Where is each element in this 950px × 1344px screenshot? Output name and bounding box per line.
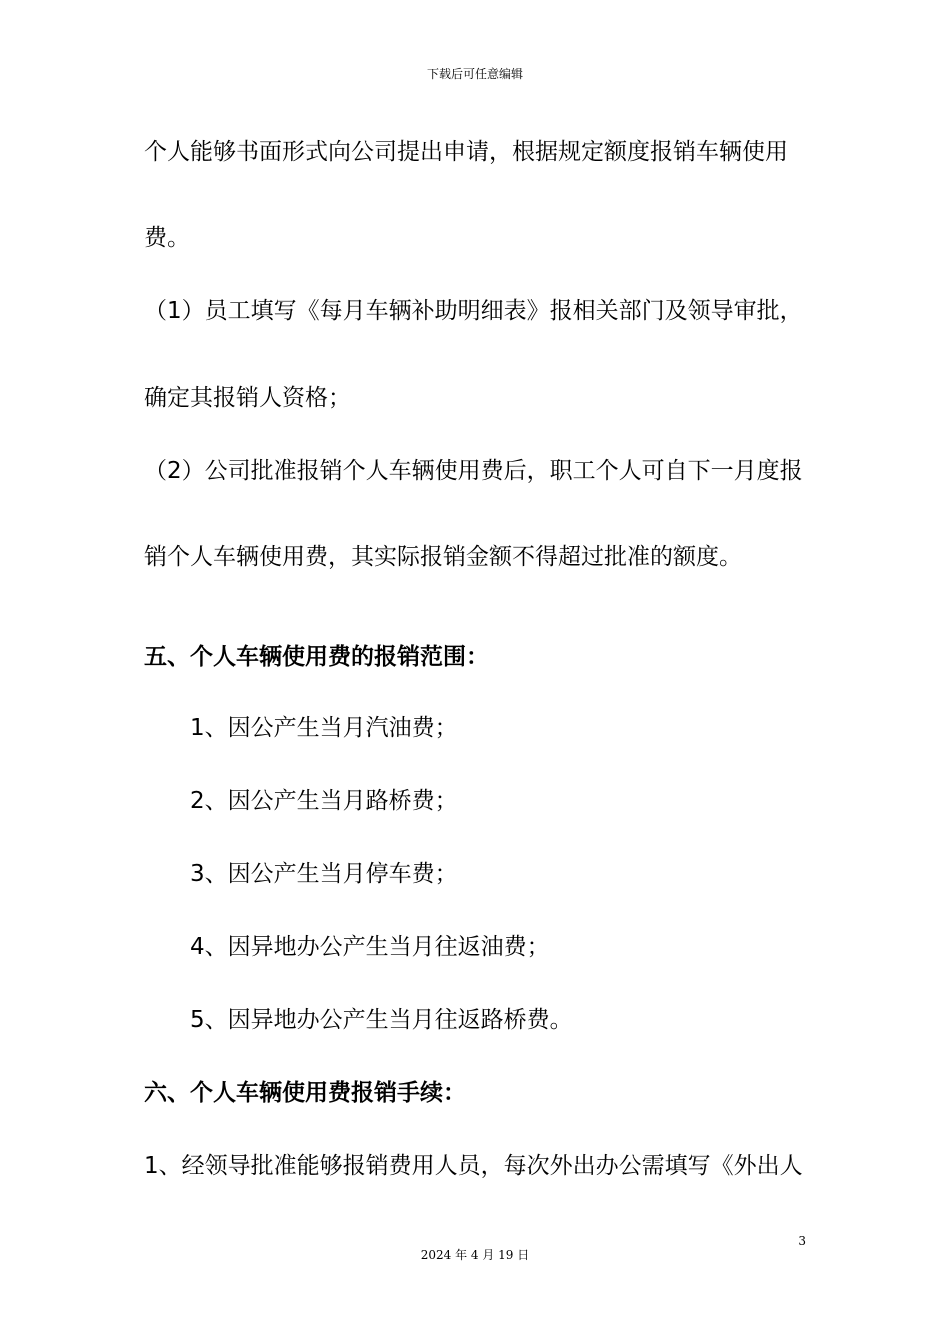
list-item: 1、因公产生当月汽油费； [190, 715, 458, 741]
paragraph-line: 销个人车辆使用费，其实际报销金额不得超过批准的额度。 [144, 544, 742, 570]
footer-date: 2024 年 4 月 19 日 [420, 1248, 530, 1262]
paragraph-line: 费。 [144, 225, 190, 251]
section-heading-6: 六、个人车辆使用费报销手续： [144, 1080, 466, 1106]
paragraph-line: 确定其报销人资格； [144, 385, 351, 411]
paragraph-line: （2）公司批准报销个人车辆使用费后，职工个人可自下一月度报 [144, 458, 803, 484]
header-note: 下载后可任意编辑 [426, 67, 523, 81]
paragraph-line: （1）员工填写《每月车辆补助明细表》报相关部门及领导审批， [144, 298, 803, 324]
list-item: 5、因异地办公产生当月往返路桥费。 [190, 1007, 573, 1033]
list-item: 2、因公产生当月路桥费； [190, 788, 458, 814]
paragraph-line: 1、经领导批准能够报销费用人员，每次外出办公需填写《外出人 [144, 1153, 803, 1179]
list-item: 4、因异地办公产生当月往返油费； [190, 934, 550, 960]
list-item: 3、因公产生当月停车费； [190, 861, 458, 887]
section-heading-5: 五、个人车辆使用费的报销范围： [144, 644, 489, 670]
page-number: 3 [798, 1234, 806, 1248]
paragraph-line: 个人能够书面形式向公司提出申请，根据规定额度报销车辆使用 [144, 139, 788, 165]
